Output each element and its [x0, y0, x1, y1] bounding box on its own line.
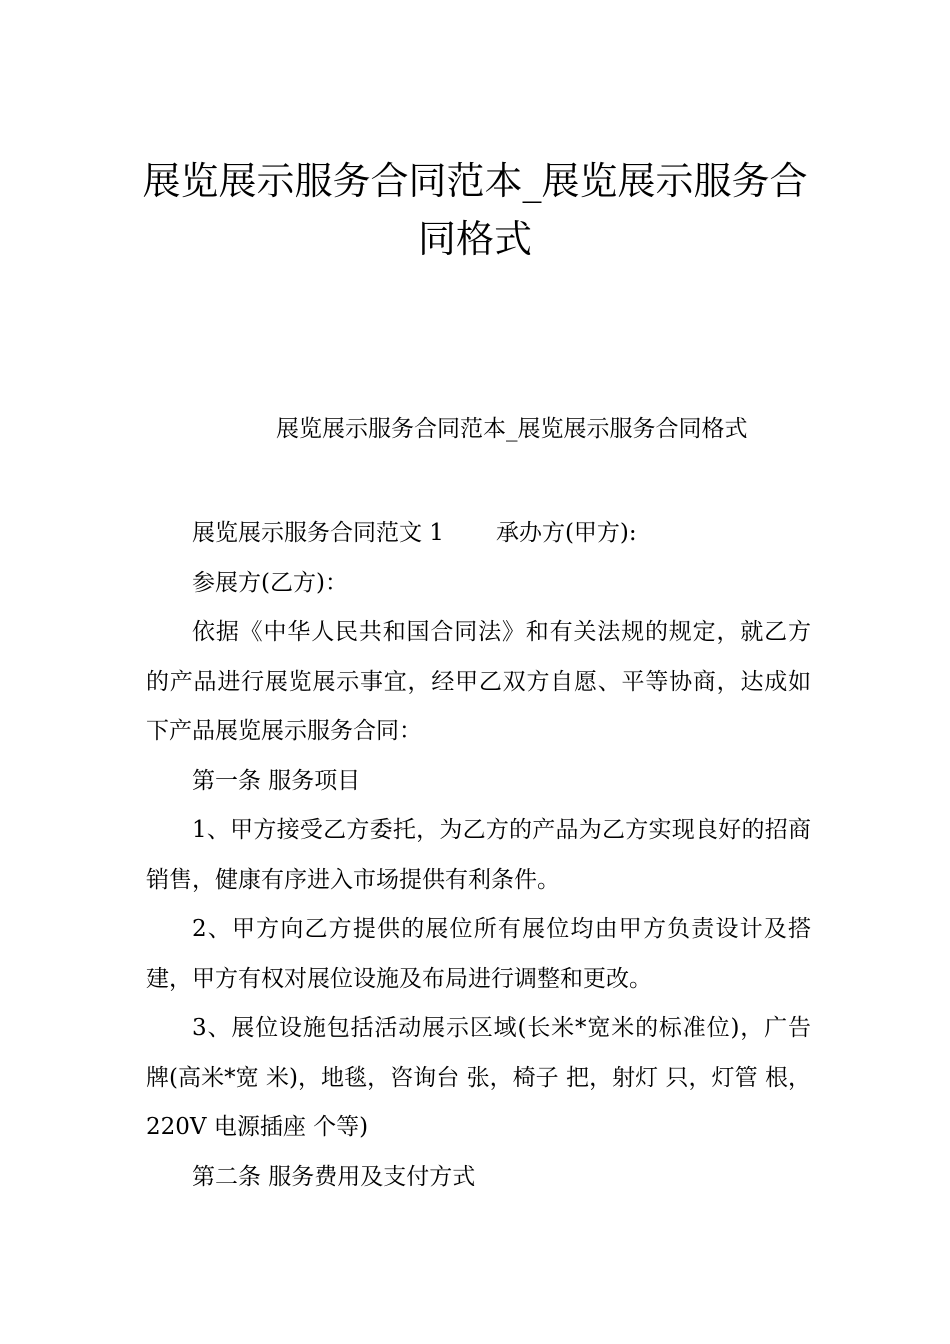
- paragraph-clause-2: 2、甲方向乙方提供的展位所有展位均由甲方负责设计及搭建，甲方有权对展位设施及布局进行调整和更改。: [146, 916, 811, 992]
- document-body: [146, 509, 811, 1202]
- intro-line-right: 承办方(甲方):: [495, 520, 637, 546]
- paragraph-article-1-heading: 第一条 服务项目: [192, 767, 361, 794]
- paragraph-clause-1: 1、甲方接受乙方委托，为乙方的产品为乙方实现良好的招商销售，健康有序进入市场提供有利条件。: [146, 817, 811, 893]
- document-title: 展览展示服务合同范本_展览展示服务合同格式: [142, 159, 808, 261]
- paragraph-clause-3: 3、展位设施包括活动展示区域(长米*宽米的标准位)，广告牌(高米*宽 米)，地毯，咨询台 张，椅子 把，射灯 只，灯管 根，220V 电源插座 个等): [146, 1015, 811, 1140]
- paragraph-article-2-heading: 第二条 服务费用及支付方式: [192, 1163, 476, 1190]
- paragraph-party-b: 参展方(乙方)：: [192, 569, 348, 596]
- paragraph-preamble: 依据《中华人民共和国合同法》和有关法规的规定，就乙方的产品进行展览展示事宜，经甲乙双方自愿、平等协商，达成如下产品展览展示服务合同：: [146, 619, 811, 744]
- intro-line-left: 展览展示服务合同范文 1: [192, 520, 444, 546]
- document-subtitle: 展览展示服务合同范本_展览展示服务合同格式: [276, 416, 748, 442]
- intro-line: [146, 509, 811, 559]
